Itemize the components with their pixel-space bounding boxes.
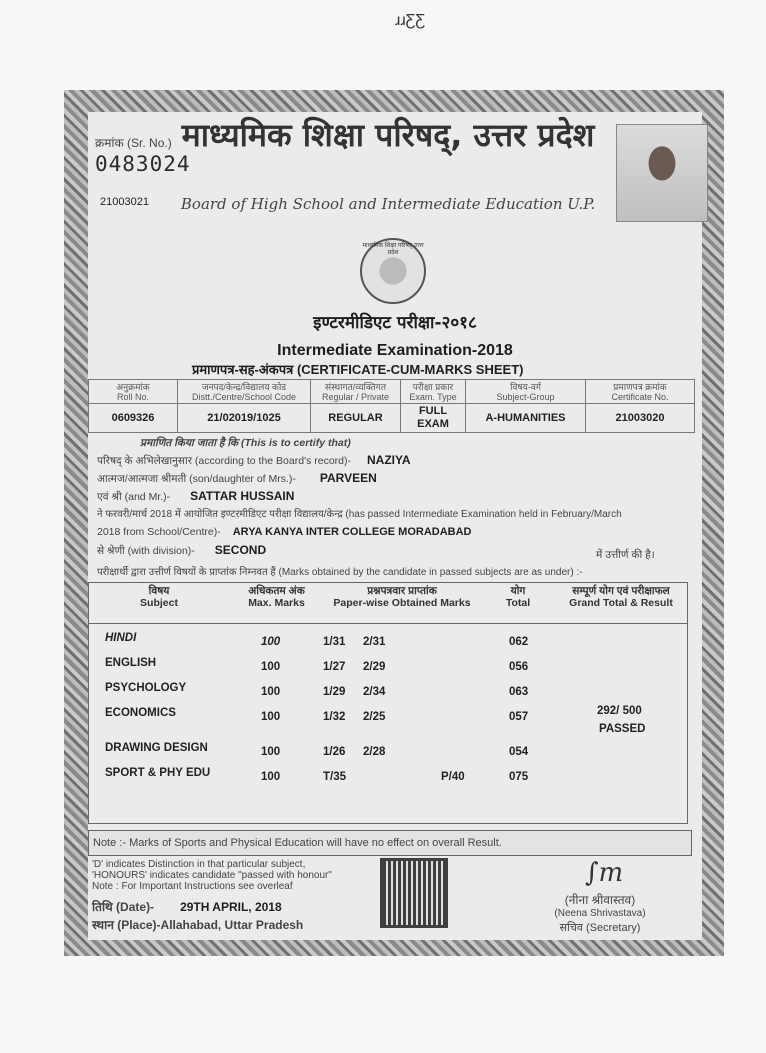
father-name: SATTAR HUSSAIN bbox=[190, 489, 295, 503]
header-divider bbox=[89, 623, 687, 624]
grand-total: 292/ 500 bbox=[597, 705, 642, 717]
subject-cell: DRAWING DESIGN bbox=[105, 742, 208, 754]
h: संस्थागत/व्यक्तिगत bbox=[325, 381, 386, 392]
signature: ∫m bbox=[585, 858, 624, 888]
mother-label: आत्मज/आत्मजा श्रीमती (son/daughter of Mrs.)- bbox=[97, 473, 296, 485]
header-subject bbox=[89, 585, 229, 609]
header-total bbox=[485, 585, 551, 609]
footnote: 'HONOURS' indicates candidate "passed with honour" bbox=[92, 870, 332, 881]
exam-type: FULL EXAM bbox=[401, 404, 466, 433]
marks-intro: परीक्षार्थी द्वारा उत्तीर्ण विषयों के प्राप्तांक निम्नवत हैं (Marks obtained by the candidate in passed subjects are as under) :- bbox=[97, 567, 583, 578]
max-marks-cell: 100 bbox=[261, 746, 281, 758]
header-exam-type bbox=[401, 380, 466, 404]
h: प्रमाणपत्र क्रमांक bbox=[613, 381, 667, 392]
division-line bbox=[97, 544, 266, 558]
subject-cell: HINDI bbox=[105, 632, 137, 644]
subject-cell: ECONOMICS bbox=[105, 707, 176, 719]
field-mother bbox=[97, 472, 377, 486]
place-label: स्थान (Place)- bbox=[92, 918, 161, 932]
total-cell: 056 bbox=[509, 661, 529, 673]
paper1-cell: 1/29 bbox=[323, 686, 346, 698]
date-line bbox=[92, 900, 282, 915]
h: Max. Marks bbox=[248, 597, 305, 609]
total-cell: 062 bbox=[509, 636, 529, 648]
school-name: ARYA KANYA INTER COLLEGE MORADABAD bbox=[232, 526, 472, 538]
h: Subject-Group bbox=[496, 391, 555, 402]
paper2-cell: 2/31 bbox=[363, 636, 386, 648]
paper1-cell: 1/31 bbox=[323, 636, 346, 648]
candidate-name: NAZIYA bbox=[367, 453, 411, 467]
place-line bbox=[92, 918, 303, 933]
certificate-no: 21003020 bbox=[586, 404, 695, 433]
h: Grand Total & Result bbox=[569, 597, 673, 609]
division-label: से श्रेणी (with division)- bbox=[97, 545, 195, 557]
signatory-block bbox=[540, 893, 660, 935]
h: Roll No. bbox=[116, 391, 149, 402]
date-label: तिथि (Date)- bbox=[92, 900, 155, 914]
max-marks-cell: 100 bbox=[261, 686, 281, 698]
header-subject-group bbox=[466, 380, 586, 404]
paper2-cell: 2/34 bbox=[363, 686, 386, 698]
sheet-title-hindi: प्रमाणपत्र-सह-अंकपत्र bbox=[192, 362, 294, 377]
field-name bbox=[97, 454, 411, 468]
total-cell: 063 bbox=[509, 686, 529, 698]
footnotes bbox=[92, 859, 332, 892]
header-school-code bbox=[178, 380, 311, 404]
header-paper bbox=[322, 585, 482, 609]
place-value: Allahabad, Uttar Pradesh bbox=[160, 918, 304, 932]
h: विषय bbox=[148, 585, 170, 597]
paper2-cell: 2/25 bbox=[363, 711, 386, 723]
student-photo bbox=[616, 124, 708, 222]
school-line bbox=[97, 526, 472, 539]
date-value: 29TH APRIL, 2018 bbox=[180, 900, 282, 914]
max-marks-cell: 100 bbox=[261, 771, 281, 783]
signatory-title: सचिव (Secretary) bbox=[559, 922, 641, 934]
field-father bbox=[97, 490, 294, 504]
signatory-english: (Neena Shrivastava) bbox=[554, 908, 646, 919]
paper1-cell: T/35 bbox=[323, 771, 347, 783]
total-cell: 057 bbox=[509, 711, 529, 723]
max-marks-cell: 100 bbox=[261, 711, 281, 723]
h: Distt./Centre/School Code bbox=[191, 391, 297, 402]
footnote: 'D' indicates Distinction in that particular subject, bbox=[92, 859, 306, 870]
header-certificate-no bbox=[586, 380, 695, 404]
exam-title-hindi: इण्टरमीडिएट परीक्षा-२०१८ bbox=[313, 313, 477, 333]
header-roll-no bbox=[89, 380, 178, 404]
max-marks-cell: 100 bbox=[261, 636, 281, 648]
h: Regular / Private bbox=[321, 391, 390, 402]
info-table bbox=[88, 379, 695, 433]
school-code: 21/02019/1025 bbox=[178, 404, 311, 433]
h: प्रश्नपत्रवार प्राप्तांक bbox=[367, 585, 437, 597]
emblem-seal bbox=[360, 238, 426, 304]
header-regular-private bbox=[311, 380, 401, 404]
paper2-cell: 2/29 bbox=[363, 661, 386, 673]
total-cell: 054 bbox=[509, 746, 529, 758]
passed-line: ने फरवरी/मार्च 2018 में आयोजित इण्टरमीडिएट परीक्षा विद्यालय/केन्द्र (has passed Intermediate Examination held in February/March bbox=[97, 509, 622, 520]
h: योग bbox=[510, 585, 526, 597]
exam-title-english: Intermediate Examination-2018 bbox=[277, 342, 513, 359]
emblem-text: माध्यमिक शिक्षा परिषद् उत्तर प्रदेश bbox=[362, 243, 424, 256]
division-suffix: में उत्तीर्ण की है। bbox=[596, 549, 655, 561]
signatory-hindi: (नीना श्रीवास्तव) bbox=[564, 893, 636, 907]
result: PASSED bbox=[599, 723, 646, 735]
subject-cell: SPORT & PHY EDU bbox=[105, 767, 211, 779]
subject-group: A-HUMANITIES bbox=[466, 404, 586, 433]
sheet-title-english: (CERTIFICATE-CUM-MARKS SHEET) bbox=[296, 362, 524, 377]
roll-no: 0609326 bbox=[89, 404, 178, 433]
h: Total bbox=[505, 597, 531, 609]
paper1-cell: 1/32 bbox=[323, 711, 346, 723]
note-text: Note :- Marks of Sports and Physical Education will have no effect on overall Result. bbox=[93, 837, 502, 849]
note-box bbox=[88, 830, 692, 856]
certify-line: प्रमाणित किया जाता है कि (This is to certify that) bbox=[140, 437, 351, 449]
subject-cell: PSYCHOLOGY bbox=[105, 682, 187, 694]
top-handwriting: ɹɹƸƸ bbox=[395, 12, 426, 29]
h: Exam. Type bbox=[409, 391, 457, 402]
board-title-hindi: माध्यमिक शिक्षा परिषद्, उत्तर प्रदेश bbox=[181, 116, 595, 154]
qr-code[interactable] bbox=[380, 858, 448, 928]
name-label: परिषद् के अभिलेखानुसार (according to the Board's record)- bbox=[97, 455, 352, 467]
paper1-cell: 1/27 bbox=[323, 661, 346, 673]
h: Subject bbox=[140, 597, 178, 609]
footnote: Note : For Important Instructions see overleaf bbox=[92, 881, 293, 892]
marks-table bbox=[88, 582, 688, 824]
board-title-english: Board of High School and Intermediate Education U.P. bbox=[180, 195, 596, 213]
serial-code: 21003021 bbox=[100, 196, 149, 208]
h: Paper-wise Obtained Marks bbox=[333, 597, 471, 609]
subject-cell: ENGLISH bbox=[105, 657, 157, 669]
serial-number: 0483024 bbox=[95, 152, 191, 176]
h: विषय-वर्ग bbox=[510, 381, 541, 392]
serial-label: क्रमांक (Sr. No.) bbox=[95, 136, 172, 150]
h: परीक्षा प्रकार bbox=[412, 381, 454, 392]
header-grand bbox=[555, 585, 687, 609]
mother-name: PARVEEN bbox=[319, 471, 377, 485]
division-value: SECOND bbox=[214, 543, 267, 557]
max-marks-cell: 100 bbox=[261, 661, 281, 673]
school-label: 2018 from School/Centre)- bbox=[97, 526, 221, 538]
sheet-title bbox=[192, 362, 523, 378]
total-cell: 075 bbox=[509, 771, 529, 783]
header-max bbox=[234, 585, 319, 609]
h: अनुक्रमांक bbox=[116, 381, 150, 392]
paper1-cell: 1/26 bbox=[323, 746, 346, 758]
h: जनपद/केन्द्र/विद्यालय कोड bbox=[201, 381, 287, 392]
paper2-cell: 2/28 bbox=[363, 746, 386, 758]
father-label: एवं श्री (and Mr.)- bbox=[97, 491, 171, 503]
regular-private: REGULAR bbox=[311, 404, 401, 433]
h: Certificate No. bbox=[611, 391, 669, 402]
h: सम्पूर्ण योग एवं परीक्षाफल bbox=[572, 585, 670, 597]
h: अधिकतम अंक bbox=[248, 585, 305, 597]
paper3-cell: P/40 bbox=[441, 771, 465, 783]
